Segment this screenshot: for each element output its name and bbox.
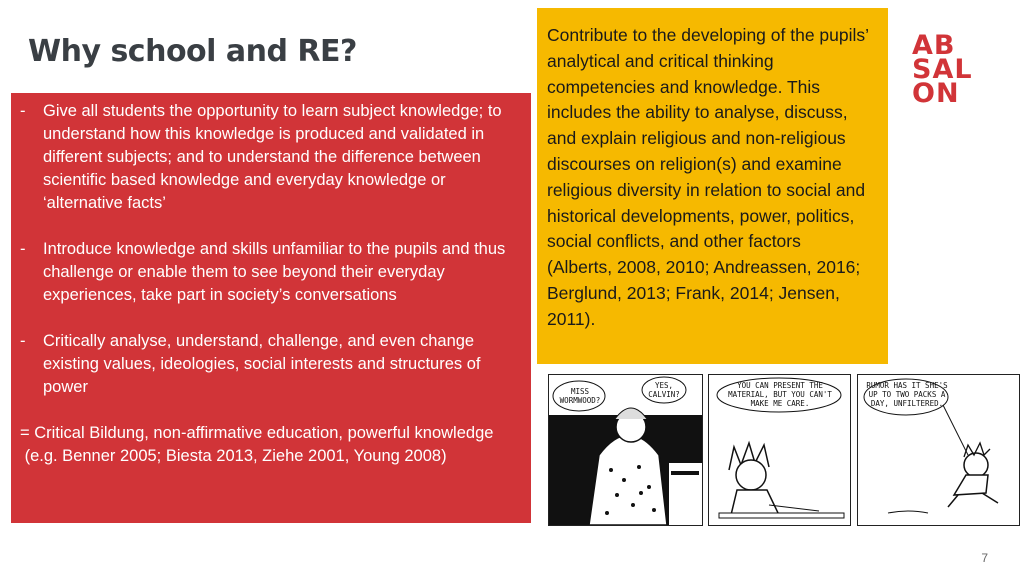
bullet-marker: -	[20, 240, 26, 258]
comic-panel-1	[548, 374, 703, 526]
red-content-box	[11, 93, 531, 523]
slide-title: Why school and RE?	[28, 34, 357, 69]
logo-line: SAL	[912, 54, 973, 85]
bullet-text: Critically analyse, understand, challenge, and even change existing values, ideologies, social interests and structures of power	[43, 332, 481, 396]
bullet-item	[20, 330, 521, 399]
comic-bubble: YOU CAN PRESENT THE MATERIAL, BUT YOU CAN'T MAKE ME CARE.	[728, 381, 832, 408]
bullet-item	[20, 100, 521, 215]
summary-references: (e.g. Benner 2005; Biesta 2013, Ziehe 2001, Young 2008)	[20, 447, 447, 465]
yellow-box-citation: (Alberts, 2008, 2010; Andreassen, 2016; Berglund, 2013; Frank, 2014; Jensen, 2011).	[547, 257, 861, 329]
comic-bubble: RUMOR HAS IT SHE'S UP TO TWO PACKS A DAY, UNFILTERED.	[866, 381, 948, 408]
bullet-text: Introduce knowledge and skills unfamiliar to the pupils and thus challenge or enable them to see beyond their everyday experiences, take part in society’s conversations	[43, 240, 506, 304]
bullet-text: Give all students the opportunity to learn subject knowledge; to understand how this knowledge is produced and validated in different subjects; and to understand the difference between scientific based knowledge and everyday knowledge or ‘alternative facts’	[43, 102, 502, 212]
logo-line: ON	[912, 78, 960, 109]
logo-line: AB	[912, 30, 956, 61]
yellow-content-box	[537, 8, 888, 364]
comic-panel-3	[857, 374, 1020, 526]
bullet-item	[20, 238, 521, 307]
comic-bubble: YES, CALVIN?	[648, 381, 680, 399]
page-number: 7	[981, 551, 988, 565]
bullet-marker: -	[20, 332, 26, 350]
summary-line: = Critical Bildung, non-affirmative education, powerful knowledge	[20, 424, 494, 442]
comic-bubble: MISS WORMWOOD?	[559, 387, 601, 405]
bullet-marker: -	[20, 102, 26, 120]
comic-strip	[548, 374, 1020, 526]
comic-panel-2	[708, 374, 851, 526]
absalon-logo	[912, 30, 990, 109]
yellow-box-text: Contribute to the developing of the pupils’ analytical and critical thinking competencies and knowledge. This includes the ability to analyse, discuss, and explain religious and non-religious discourses on religion(s) and examine religious diversity in relation to social and historical developments, power, politics, social conflicts, and other factors	[547, 25, 869, 252]
